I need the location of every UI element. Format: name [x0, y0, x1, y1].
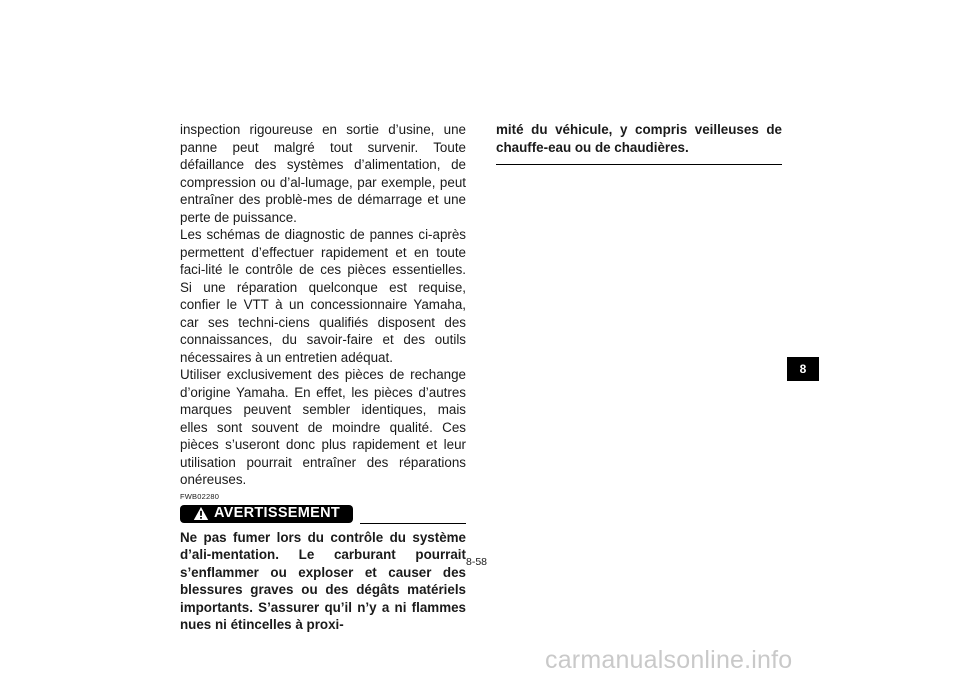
warning-text-continued: mité du véhicule, y compris veilleuses de chauffe-eau ou de chaudières.	[496, 122, 782, 155]
warning-code: FWB02280	[180, 491, 220, 501]
left-column	[180, 121, 466, 634]
warning-header	[180, 505, 466, 525]
warning-header-rule	[360, 523, 466, 524]
warning-triangle-icon	[193, 506, 209, 521]
intro-paragraph: inspection rigoureuse en sortie d’usine, une panne peut malgré tout survenir. Toute défaillance des systèmes d’alimentation, de compression ou d’al-lumage, par exemple, peut entraîner des problè-mes de démarrage et une perte de puissance.	[180, 122, 466, 225]
right-column	[496, 121, 782, 165]
chapter-tab[interactable]	[787, 357, 819, 381]
warning-label: AVERTISSEMENT	[213, 504, 341, 521]
diagnostic-paragraph: Les schémas de diagnostic de pannes ci-après permettent d’effectuer rapidement et en toute faci-lité le contrôle de ces pièces essentielles. Si une réparation quelconque est requise, confier le VTT à un concessionnaire Yamaha, car ses techni-ciens qualifiés disposent des connaissances, du savoir-faire et des outils nécessaires à un entretien adéquat.	[180, 227, 466, 365]
warning-end-rule	[496, 164, 782, 165]
genuine-parts-paragraph: Utiliser exclusivement des pièces de rechange d’origine Yamaha. En effet, les pièces d’autres marques peuvent sembler identiques, mais elles sont souvent de moindre qualité. Ces pièces s’useront donc plus rapidement et leur utilisation pourrait entraîner des réparations onéreuses.	[180, 367, 466, 487]
warning-text: Ne pas fumer lors du contrôle du système d’ali-mentation. Le carburant pourrait s’enflammer ou exploser et causer des blessures graves ou des dégâts matériels importants. S’assurer qu’il n’y a ni flammes nues ni étincelles à proxi-	[180, 529, 466, 632]
warning-badge	[180, 505, 353, 523]
page-number: 8-58	[466, 556, 488, 568]
watermark: carmanualsonline.info	[545, 646, 793, 674]
chapter-tab-label: 8	[799, 362, 807, 376]
